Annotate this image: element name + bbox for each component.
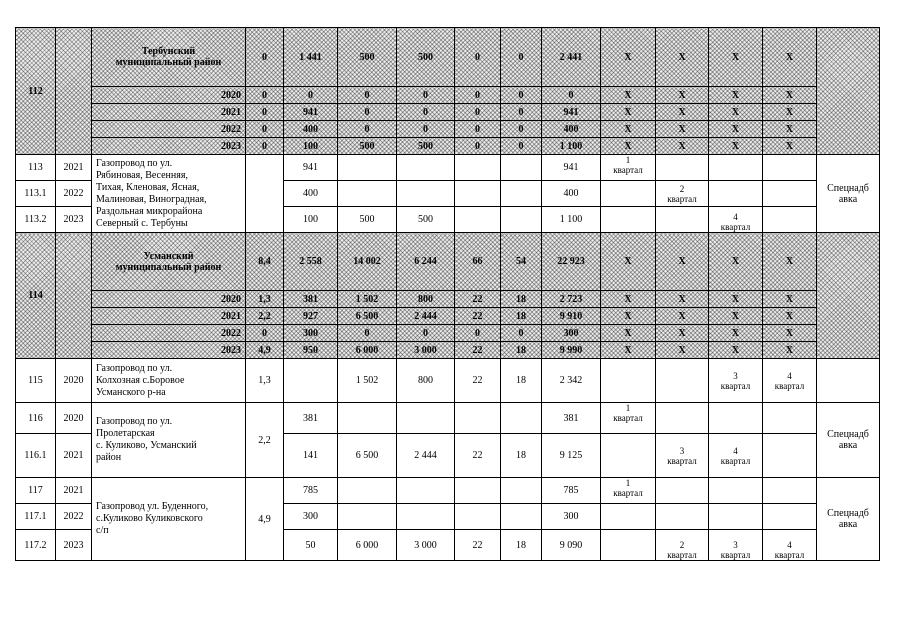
table-row — [16, 403, 880, 434]
quarter-cell — [656, 504, 709, 530]
quarter-cell: 1 квартал — [601, 155, 656, 181]
length-cell: 4,9 — [246, 478, 284, 561]
value-cell — [338, 403, 397, 434]
value-cell: X — [763, 138, 817, 155]
value-cell — [397, 504, 455, 530]
year-label: 2023 — [92, 138, 246, 155]
value-cell: 0 — [246, 87, 284, 104]
org-cell: Спецнадб авка — [817, 478, 880, 561]
row-number: 116 — [16, 403, 56, 434]
quarter-cell — [763, 504, 817, 530]
year-row — [16, 342, 880, 359]
value-cell: 500 — [338, 28, 397, 87]
quarter-cell — [601, 504, 656, 530]
table-row — [16, 359, 880, 403]
value-cell: 18 — [501, 342, 542, 359]
value-cell — [455, 504, 501, 530]
value-cell — [455, 155, 501, 181]
quarter-cell — [763, 478, 817, 504]
value-cell: X — [656, 342, 709, 359]
value-cell: 6 500 — [338, 308, 397, 325]
value-cell: 0 — [338, 121, 397, 138]
year-row — [16, 87, 880, 104]
value-cell: 800 — [397, 291, 455, 308]
value-cell: 18 — [501, 291, 542, 308]
value-cell: 18 — [501, 308, 542, 325]
year-row — [16, 138, 880, 155]
value-cell: 0 — [246, 121, 284, 138]
value-cell: 100 — [284, 207, 338, 233]
value-cell: 941 — [542, 155, 601, 181]
value-cell: 0 — [246, 325, 284, 342]
quarter-cell: 3 квартал — [709, 359, 763, 403]
quarter-cell: 3 квартал — [709, 530, 763, 561]
value-cell: 400 — [542, 121, 601, 138]
value-cell: 6 500 — [338, 434, 397, 478]
row-number: 117 — [16, 478, 56, 504]
district-total-row — [16, 233, 880, 291]
value-cell: X — [709, 138, 763, 155]
org-cell — [817, 359, 880, 403]
value-cell: 9 910 — [542, 308, 601, 325]
value-cell: 4,9 — [246, 342, 284, 359]
value-cell: 2 444 — [397, 434, 455, 478]
value-cell: 0 — [246, 138, 284, 155]
financing-table — [15, 27, 880, 561]
table-row — [16, 155, 880, 181]
value-cell: X — [601, 308, 656, 325]
value-cell — [501, 504, 542, 530]
row-number: 113.2 — [16, 207, 56, 233]
value-cell: 22 — [455, 530, 501, 561]
year-cell: 2022 — [56, 181, 92, 207]
value-cell: 381 — [284, 403, 338, 434]
value-cell — [397, 155, 455, 181]
value-cell: 18 — [501, 530, 542, 561]
row-number: 112 — [16, 28, 56, 155]
year-label: 2020 — [92, 87, 246, 104]
value-cell: X — [656, 121, 709, 138]
quarter-cell — [709, 478, 763, 504]
value-cell: 22 — [455, 291, 501, 308]
value-cell: 941 — [284, 155, 338, 181]
value-cell: 2 723 — [542, 291, 601, 308]
value-cell: 0 — [455, 138, 501, 155]
year-cell: 2023 — [56, 207, 92, 233]
value-cell: X — [601, 325, 656, 342]
value-cell: 400 — [542, 181, 601, 207]
value-cell: X — [763, 121, 817, 138]
value-cell: 1 502 — [338, 359, 397, 403]
year-cell: 2021 — [56, 478, 92, 504]
org-cell: Спецнадб авка — [817, 403, 880, 478]
district-title: Тербунский муниципальный район — [92, 28, 246, 87]
value-cell: X — [709, 104, 763, 121]
value-cell: 0 — [455, 121, 501, 138]
value-cell: 381 — [542, 403, 601, 434]
value-cell: 500 — [397, 207, 455, 233]
value-cell: 0 — [397, 87, 455, 104]
quarter-cell — [656, 207, 709, 233]
quarter-cell — [601, 434, 656, 478]
quarter-cell — [709, 181, 763, 207]
quarter-cell: 2 квартал — [656, 530, 709, 561]
quarter-cell — [601, 207, 656, 233]
value-cell: 500 — [338, 207, 397, 233]
table-row — [16, 478, 880, 504]
value-cell: X — [709, 342, 763, 359]
row-number: 115 — [16, 359, 56, 403]
value-cell: X — [709, 308, 763, 325]
year-cell: 2023 — [56, 530, 92, 561]
year-label: 2020 — [92, 291, 246, 308]
org-cell: Спецнадб авка — [817, 155, 880, 233]
quarter-cell: 4 квартал — [709, 207, 763, 233]
value-cell: X — [656, 28, 709, 87]
quarter-cell — [709, 403, 763, 434]
value-cell: X — [709, 325, 763, 342]
quarter-cell — [763, 181, 817, 207]
value-cell: 22 923 — [542, 233, 601, 291]
value-cell — [338, 155, 397, 181]
value-cell: 1 100 — [542, 138, 601, 155]
value-cell: X — [601, 121, 656, 138]
value-cell: 22 — [455, 359, 501, 403]
value-cell: 0 — [501, 104, 542, 121]
year-label: 2022 — [92, 325, 246, 342]
quarter-cell: 4 квартал — [763, 359, 817, 403]
year-cell: 2021 — [56, 434, 92, 478]
year-row — [16, 291, 880, 308]
quarter-cell: 3 квартал — [656, 434, 709, 478]
value-cell: 300 — [542, 504, 601, 530]
year-cell — [56, 233, 92, 359]
value-cell: X — [656, 138, 709, 155]
value-cell: X — [709, 87, 763, 104]
value-cell: 785 — [284, 478, 338, 504]
quarter-cell — [656, 155, 709, 181]
value-cell — [455, 181, 501, 207]
value-cell: 0 — [284, 87, 338, 104]
value-cell: 0 — [501, 138, 542, 155]
value-cell: 0 — [501, 28, 542, 87]
quarter-cell: 2 квартал — [656, 181, 709, 207]
object-name: Газопровод по ул. Рябиновая, Весенняя, Тихая, Кленовая, Ясная, Малиновая, Виноградная, Раздольная микрорайона Северный с. Тербуны — [92, 155, 246, 233]
value-cell: 66 — [455, 233, 501, 291]
quarter-cell — [763, 155, 817, 181]
object-name: Газопровод по ул. Колхозная с.Боровое Усманского р-на — [92, 359, 246, 403]
year-row — [16, 308, 880, 325]
value-cell: 9 090 — [542, 530, 601, 561]
year-label: 2021 — [92, 104, 246, 121]
value-cell: 1 502 — [338, 291, 397, 308]
value-cell: X — [656, 104, 709, 121]
quarter-cell: 4 квартал — [763, 530, 817, 561]
quarter-cell — [763, 403, 817, 434]
value-cell: X — [763, 308, 817, 325]
value-cell: X — [709, 121, 763, 138]
value-cell — [501, 403, 542, 434]
year-cell — [56, 28, 92, 155]
year-row — [16, 325, 880, 342]
district-total-row — [16, 28, 880, 87]
year-row — [16, 121, 880, 138]
quarter-cell — [601, 181, 656, 207]
value-cell: 54 — [501, 233, 542, 291]
quarter-cell — [601, 359, 656, 403]
value-cell: 500 — [397, 28, 455, 87]
value-cell — [338, 478, 397, 504]
value-cell: X — [709, 233, 763, 291]
value-cell: 927 — [284, 308, 338, 325]
value-cell: 8,4 — [246, 233, 284, 291]
row-number: 117.2 — [16, 530, 56, 561]
value-cell: X — [601, 87, 656, 104]
value-cell: 22 — [455, 308, 501, 325]
value-cell: 381 — [284, 291, 338, 308]
value-cell: X — [763, 325, 817, 342]
year-cell: 2021 — [56, 155, 92, 181]
value-cell: 500 — [338, 138, 397, 155]
value-cell: X — [601, 291, 656, 308]
value-cell: 1 441 — [284, 28, 338, 87]
value-cell: 400 — [284, 181, 338, 207]
value-cell: 18 — [501, 359, 542, 403]
value-cell: 300 — [542, 325, 601, 342]
row-number: 113 — [16, 155, 56, 181]
quarter-cell — [656, 359, 709, 403]
value-cell: 0 — [246, 104, 284, 121]
object-name: Газопровод ул. Буденного, с.Куликово Куликовского с/п — [92, 478, 246, 561]
value-cell: X — [656, 87, 709, 104]
value-cell: 2,2 — [246, 308, 284, 325]
value-cell: 0 — [455, 87, 501, 104]
value-cell: 950 — [284, 342, 338, 359]
value-cell: X — [763, 104, 817, 121]
district-title: Усманский муниципальный район — [92, 233, 246, 291]
value-cell — [284, 359, 338, 403]
value-cell: 2 441 — [542, 28, 601, 87]
value-cell: X — [601, 233, 656, 291]
quarter-cell: 1 квартал — [601, 403, 656, 434]
value-cell: 0 — [338, 325, 397, 342]
value-cell: X — [763, 291, 817, 308]
value-cell: X — [709, 28, 763, 87]
value-cell: X — [656, 291, 709, 308]
value-cell — [397, 478, 455, 504]
year-label: 2022 — [92, 121, 246, 138]
quarter-cell — [601, 530, 656, 561]
value-cell: X — [656, 308, 709, 325]
row-number: 113.1 — [16, 181, 56, 207]
value-cell: X — [601, 138, 656, 155]
value-cell: 0 — [338, 104, 397, 121]
value-cell: X — [763, 233, 817, 291]
value-cell: 400 — [284, 121, 338, 138]
value-cell: X — [601, 28, 656, 87]
year-cell: 2020 — [56, 359, 92, 403]
value-cell: 6 000 — [338, 530, 397, 561]
value-cell: 500 — [397, 138, 455, 155]
year-cell: 2020 — [56, 403, 92, 434]
row-number: 114 — [16, 233, 56, 359]
value-cell: 0 — [397, 325, 455, 342]
value-cell: X — [601, 342, 656, 359]
value-cell: 6 000 — [338, 342, 397, 359]
year-cell: 2022 — [56, 504, 92, 530]
value-cell: 2 444 — [397, 308, 455, 325]
value-cell: 1 100 — [542, 207, 601, 233]
value-cell — [338, 504, 397, 530]
value-cell: 22 — [455, 342, 501, 359]
value-cell — [501, 207, 542, 233]
value-cell: X — [656, 233, 709, 291]
value-cell: 0 — [501, 325, 542, 342]
value-cell: 100 — [284, 138, 338, 155]
quarter-cell — [709, 155, 763, 181]
quarter-cell — [763, 434, 817, 478]
value-cell: 300 — [284, 504, 338, 530]
value-cell: X — [763, 87, 817, 104]
value-cell: 941 — [542, 104, 601, 121]
value-cell: 1,3 — [246, 291, 284, 308]
value-cell: 9 125 — [542, 434, 601, 478]
value-cell: 0 — [397, 121, 455, 138]
value-cell: 3 000 — [397, 530, 455, 561]
org-cell — [817, 233, 880, 359]
value-cell: 18 — [501, 434, 542, 478]
value-cell — [397, 181, 455, 207]
row-number: 116.1 — [16, 434, 56, 478]
value-cell: 0 — [542, 87, 601, 104]
value-cell: 0 — [397, 104, 455, 121]
value-cell — [338, 181, 397, 207]
quarter-cell — [709, 504, 763, 530]
length-cell — [246, 155, 284, 233]
value-cell: 22 — [455, 434, 501, 478]
quarter-cell — [656, 478, 709, 504]
quarter-cell — [763, 207, 817, 233]
value-cell: 0 — [455, 28, 501, 87]
length-cell: 2,2 — [246, 403, 284, 478]
value-cell — [501, 478, 542, 504]
value-cell: X — [763, 342, 817, 359]
value-cell: X — [709, 291, 763, 308]
value-cell: 141 — [284, 434, 338, 478]
value-cell: 785 — [542, 478, 601, 504]
value-cell: 14 002 — [338, 233, 397, 291]
value-cell: 3 000 — [397, 342, 455, 359]
value-cell: 941 — [284, 104, 338, 121]
year-label: 2021 — [92, 308, 246, 325]
value-cell: 300 — [284, 325, 338, 342]
value-cell: 6 244 — [397, 233, 455, 291]
value-cell — [501, 181, 542, 207]
value-cell: 0 — [246, 28, 284, 87]
value-cell: X — [656, 325, 709, 342]
org-cell — [817, 28, 880, 155]
quarter-cell: 1 квартал — [601, 478, 656, 504]
value-cell: 2 558 — [284, 233, 338, 291]
value-cell: 0 — [338, 87, 397, 104]
value-cell: 0 — [455, 325, 501, 342]
value-cell: 800 — [397, 359, 455, 403]
quarter-cell: 4 квартал — [709, 434, 763, 478]
value-cell: 2 342 — [542, 359, 601, 403]
value-cell — [455, 403, 501, 434]
value-cell — [455, 478, 501, 504]
row-number: 117.1 — [16, 504, 56, 530]
value-cell: 0 — [501, 121, 542, 138]
value-cell: 9 990 — [542, 342, 601, 359]
value-cell: 0 — [455, 104, 501, 121]
value-cell: X — [601, 104, 656, 121]
year-label: 2023 — [92, 342, 246, 359]
value-cell — [455, 207, 501, 233]
year-row — [16, 104, 880, 121]
value-cell: 50 — [284, 530, 338, 561]
object-name: Газопровод по ул. Пролетарская с. Куликово, Усманский район — [92, 403, 246, 478]
value-cell — [397, 403, 455, 434]
value-cell — [501, 155, 542, 181]
value-cell: X — [763, 28, 817, 87]
value-cell: 0 — [501, 87, 542, 104]
quarter-cell — [656, 403, 709, 434]
length-cell: 1,3 — [246, 359, 284, 403]
